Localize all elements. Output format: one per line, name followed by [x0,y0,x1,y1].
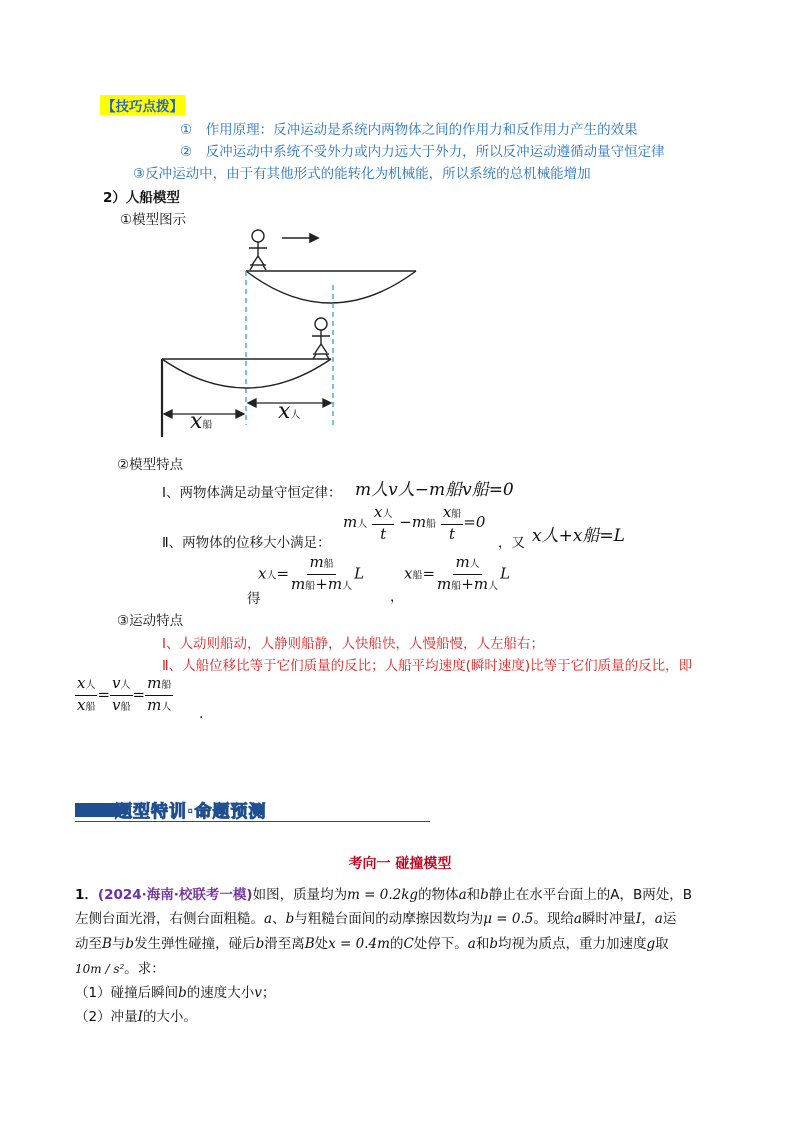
tips-tag: 【技巧点拨】 [100,95,185,115]
section-header [75,797,430,822]
de-text: 得 [247,591,261,607]
features-label: ②模型特点 [117,457,184,473]
formula-sum: x人+x船=L [532,526,625,546]
formula-x-boat: x船= $\frac{\text{m人}}{\text{m船+m人}}$ L [404,553,511,593]
question-line-4: 10m / s²。求： [75,961,165,977]
sub-question-2: （2）冲量I的大小。 [75,1009,197,1025]
feature-2-text: Ⅱ、两物体的位移大小满足： [162,535,331,551]
diagram-label: ①模型图示 [120,212,187,228]
tip-3: ③反冲运动中，由于有其他形式的能转化为机械能，所以系统的总机械能增加 [133,166,591,182]
person-top-icon [249,230,267,270]
formula-ratio: $\frac{\text{x人}}{\text{x船}}$ = $\frac{\text{v人}}{\text{v船}}$ = $\frac{\text{m船}}{\text{m人}}$ [77,674,172,714]
label-x-person: x人 [278,399,301,424]
motion-1: Ⅰ、人动则船动，人静则船静，人快船快，人慢船慢，人左船右； [162,636,544,652]
and-text: ，又 [498,535,525,551]
boat-top-icon [246,271,416,303]
motion-2: Ⅱ、人船位移比等于它们质量的反比；人船平均速度(瞬时速度)比等于它们质量的反比，即 [162,658,693,674]
question-source: (2024·海南·校联考一模) [97,887,253,903]
label-x-boat: x船 [190,409,213,434]
question-line-2: 左侧台面光滑，右侧台面粗糙。a、b与粗糙台面间的动摩擦因数均为μ = 0.5。现给a瞬时冲量I，a运 [75,911,677,927]
topic-title: 考向一 碰撞模型 [348,856,452,872]
model-heading: 2）人船模型 [103,190,180,206]
formula-x-person: x人= $\frac{\text{m船}}{\text{m船+m人}}$ L [258,553,365,593]
comma-text: ， [390,589,404,605]
arrow-right-icon [282,234,318,242]
sub-question-1: （1）碰撞后瞬间b的速度大小v； [75,985,276,1001]
question-line-3: 动至B与b发生弹性碰撞，碰后b滑至离B处x = 0.4m的C处停下。a和b均视为质点，重力加速度g取 [75,936,669,952]
section-bar [75,803,119,817]
motion-label: ③运动特点 [117,613,184,629]
tip-2: ② 反冲运动中系统不受外力或内力远大于外力，所以反冲运动遵循动量守恒定律 [180,144,665,160]
period-text: . [199,706,204,722]
tip-1: ① 作用原理：反冲运动是系统内两物体之间的作用力和反作用力产生的效果 [180,122,638,138]
person-bottom-icon [312,318,330,359]
feature-1-text: Ⅰ、两物体满足动量守恒定律： [162,485,342,501]
section-title: 题型特训·命题预测 [115,802,267,822]
formula-displacement: m人 $\frac{\text{x人}}{t}$ −m船 $\frac{\text{x船}}{t}$ =0 [343,503,486,543]
question-line-1: 1．(2024·海南·校联考一模)如图，质量均为m = 0.2kg的物体a和b静止在水平台面上的A，B两处，B [75,887,693,903]
formula-momentum: m人v人−m船v船=0 [355,480,514,500]
